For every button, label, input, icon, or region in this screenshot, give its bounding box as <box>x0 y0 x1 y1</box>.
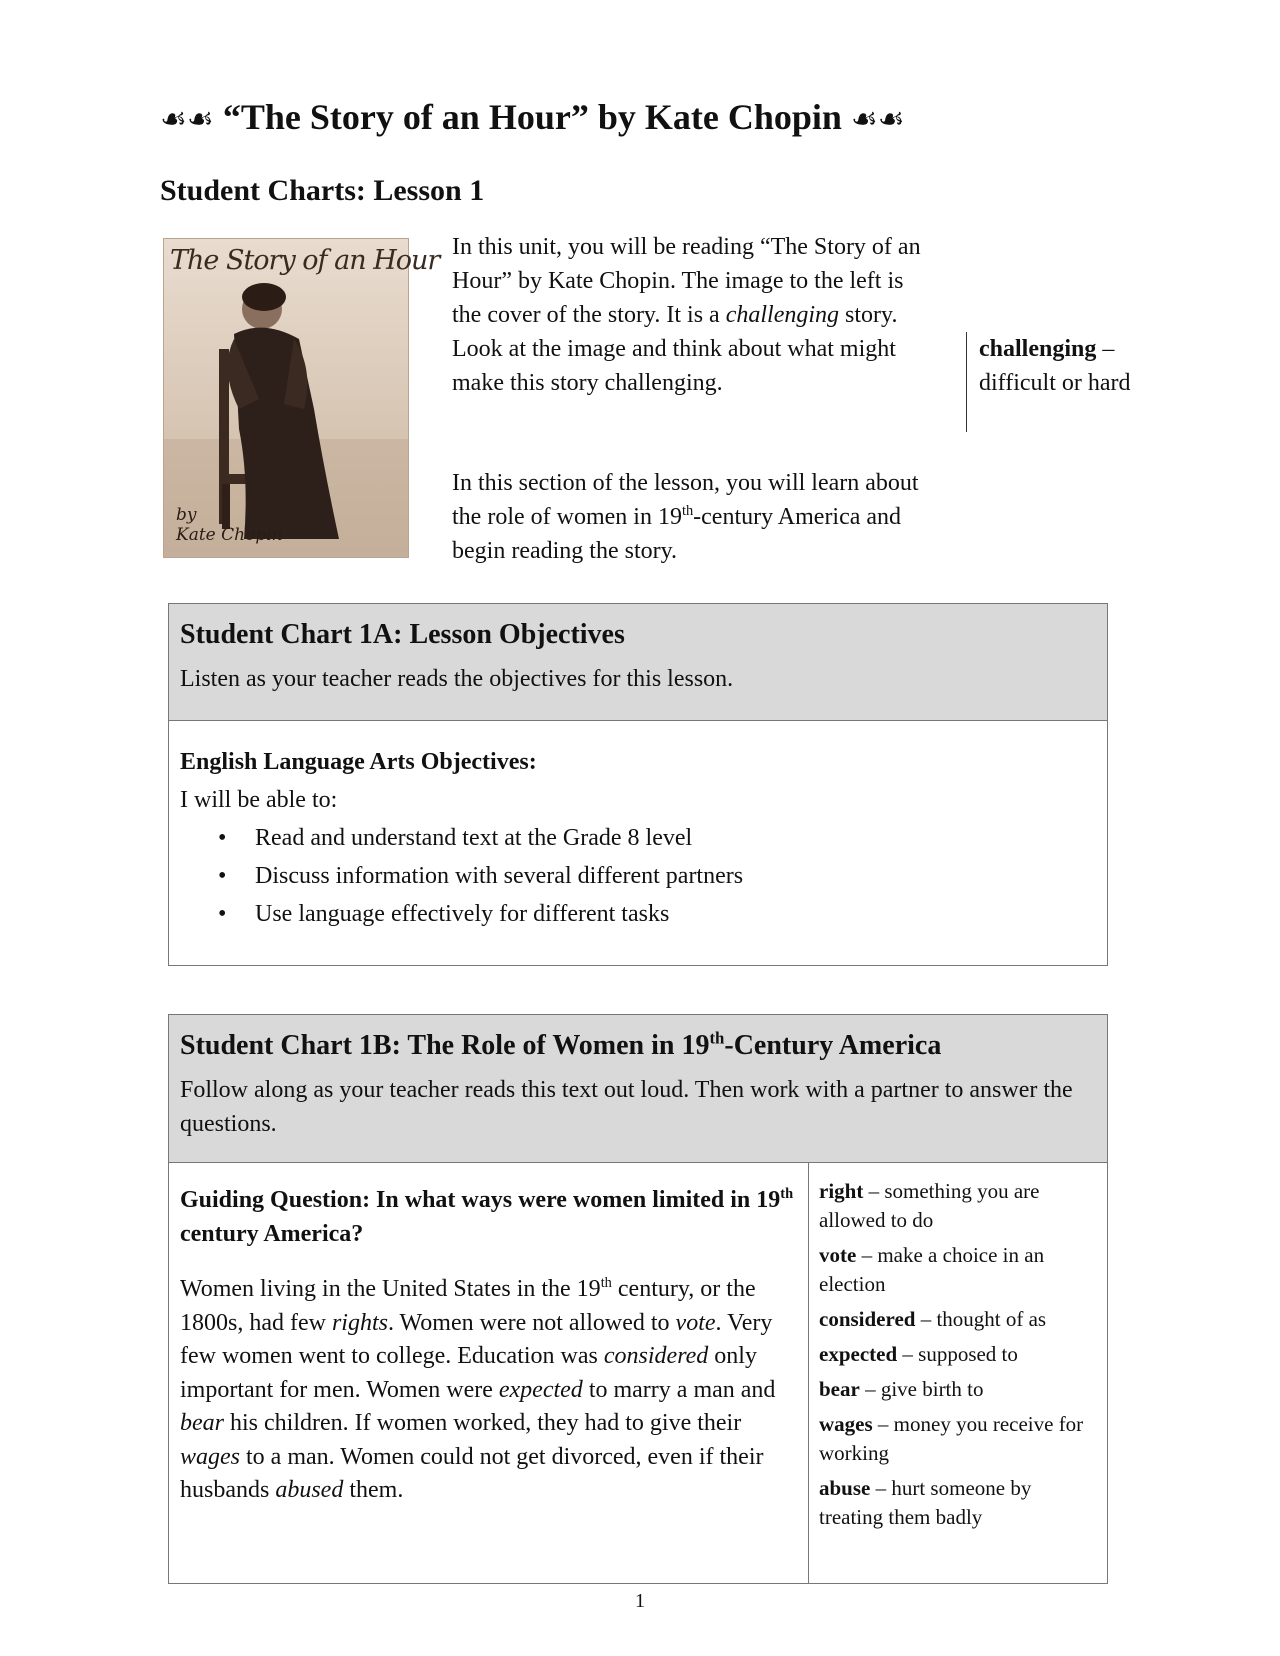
cover-author: by Kate Chopin <box>176 505 283 545</box>
glossary-entry: wages – money you receive for working <box>819 1412 1084 1465</box>
chart-1a-header <box>169 604 1107 721</box>
chart-1a-instruction: Listen as your teacher reads the objectives for this lesson. <box>180 666 734 692</box>
objectives-intro: I will be able to: <box>180 787 338 813</box>
glossary-definition: – difficult or hard <box>979 336 1131 396</box>
reading-passage <box>169 1163 809 1583</box>
objective-item: • Read and understand text at the Grade 8 level <box>180 819 1096 857</box>
page-title <box>160 96 905 138</box>
glossary-entry: expected – supposed to <box>819 1342 1018 1366</box>
glossary-entry: right – something you are allowed to do <box>819 1179 1040 1232</box>
chart-1b-instruction: Follow along as your teacher reads this text out loud. Then work with a partner to answer the questions. <box>180 1077 1073 1137</box>
title-text: “The Story of an Hour” by Kate Chopin <box>222 97 842 137</box>
glossary-entry: considered – thought of as <box>819 1307 1047 1331</box>
vocabulary-glossary <box>809 1163 1107 1583</box>
objective-item: • Use language effectively for different tasks <box>180 895 1096 933</box>
chart-1a-title: Student Chart 1A: Lesson Objectives <box>180 619 625 650</box>
page-subtitle: Student Charts: Lesson 1 <box>160 174 485 207</box>
glossary-entry: bear – give birth to <box>819 1377 984 1401</box>
chart-1b <box>168 1014 1108 1584</box>
intro-paragraph-2: In this section of the lesson, you will learn about the role of women in 19th-century America and begin reading the story. <box>452 470 919 564</box>
book-cover-image <box>163 238 440 558</box>
chart-1a <box>168 603 1108 966</box>
objective-item: • Discuss information with several different partners <box>180 857 1096 895</box>
cover-title: The Story of an Hour <box>170 245 440 276</box>
guiding-question: Guiding Question: In what ways were women limited in 19th century America? <box>180 1186 794 1247</box>
chart-1b-header <box>169 1015 1107 1163</box>
ornament-icon: ☙ <box>160 103 187 136</box>
objectives-list <box>180 819 1096 933</box>
intro-paragraph: In this unit, you will be reading “The Story of an Hour” by Kate Chopin. The image to the left is the cover of the story. It is a challenging story. Look at the image and think about what might make this story challenging. <box>452 234 921 396</box>
objectives-label: English Language Arts Objectives: <box>180 749 537 775</box>
chart-1b-body <box>169 1163 1107 1583</box>
ornament-icon: ☙ <box>186 103 214 136</box>
ornament-icon: ☙ <box>850 103 878 136</box>
ornament-icon: ☙ <box>877 103 905 136</box>
glossary-term: challenging <box>979 336 1097 362</box>
passage-text: Women living in the United States in the 19th century, or the 1800s, had few rights. Women were not allowed to vote. Very few women went to college. Education was considered only important for men. Women were expected to marry a man and bear his children. If women worked, they had to give their wages to a man. Women could not get divorced, even if their husbands abused them. <box>180 1275 776 1503</box>
chart-1b-title: Student Chart 1B: The Role of Women in 19th-Century America <box>180 1028 942 1061</box>
glossary-entry: vote – make a choice in an election <box>819 1243 1045 1296</box>
page-number: 1 <box>635 1590 645 1612</box>
chart-1a-body <box>169 721 1107 955</box>
glossary-entry: abuse – hurt someone by treating them badly <box>819 1476 1032 1529</box>
glossary-sidebar <box>966 332 1159 432</box>
